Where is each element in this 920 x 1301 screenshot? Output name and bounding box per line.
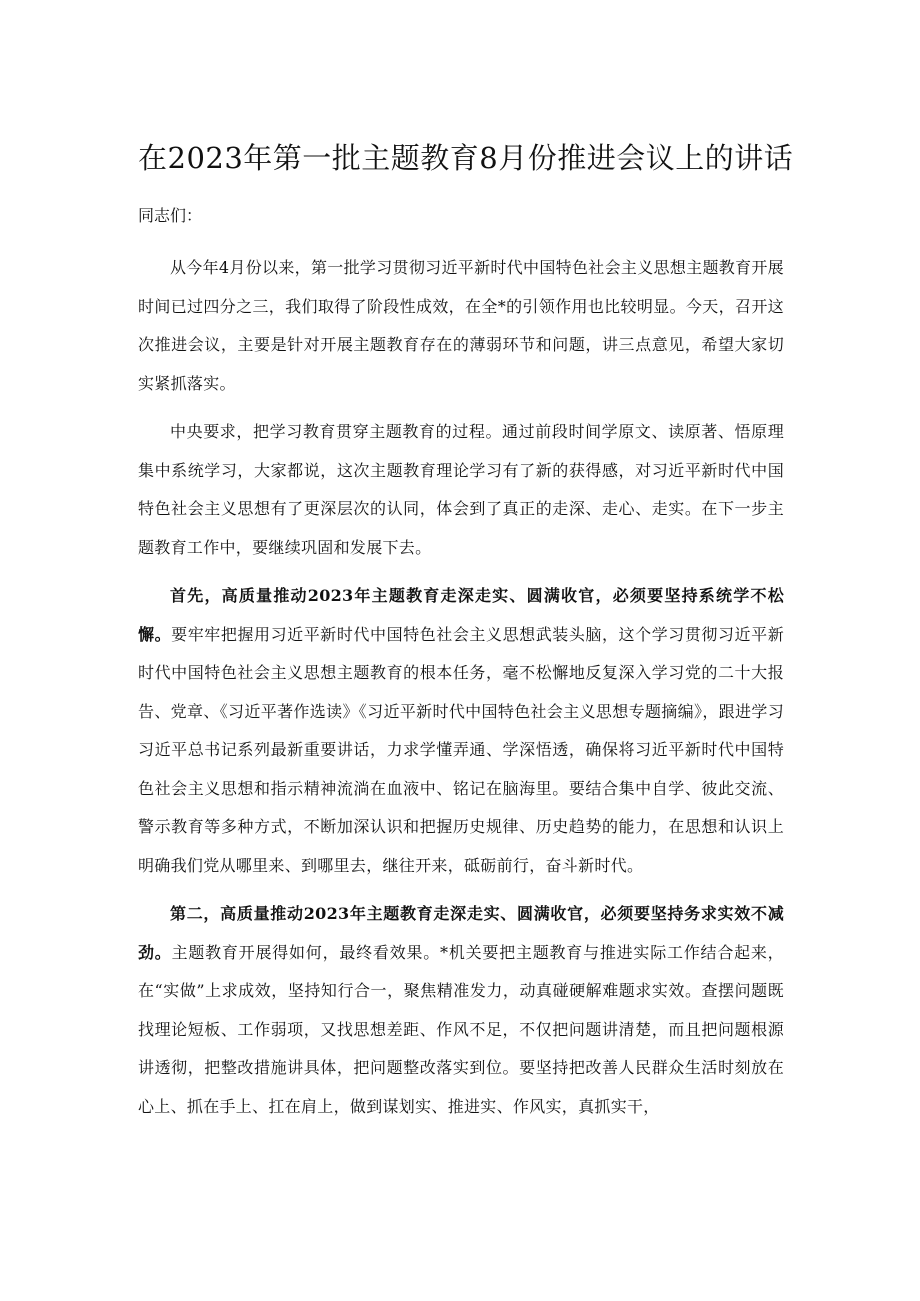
paragraph-4-lead: 第二，高质量推动2023年主题教育走深走实、圆满收官，必须要坚持务求实效不减劲。 [138, 904, 784, 962]
paragraph-1 [138, 249, 784, 403]
document-body [138, 249, 784, 1136]
paragraph-3 [138, 577, 784, 885]
paragraph-2-text: 中央要求，把学习教育贯穿主题教育的过程。通过前段时间学原文、读原著、悟原理集中系统学习，大家都说，这次主题教育理论学习有了新的获得感，对习近平新时代中国特色社会主义思想有了更深层次的认同，体会到了真正的走深、走心、走实。在下一步主题教育工作中，要继续巩固和发展下去。 [138, 422, 784, 557]
page-title: 在2023年第一批主题教育8月份推进会议上的讲话 [138, 141, 794, 175]
paragraph-4 [138, 895, 784, 1126]
paragraph-4-text: 主题教育开展得如何，最终看效果。*机关要把主题教育与推进实际工作结合起来，在“实做”上求成效，坚持知行合一，聚焦精准发力，动真碰硬解难题求实效。查摆问题既找理论短板、工作弱项，又找思想差距、作风不足，不仅把问题讲清楚，而且把问题根源讲透彻，把整改措施讲具体，把问题整改落实到位。要坚持把改善人民群众生活时刻放在心上、抓在手上、扛在肩上，做到谋划实、推进实、作风实，真抓实干， [138, 942, 784, 1116]
paragraph-3-text: 要牢牢把握用习近平新时代中国特色社会主义思想武装头脑，这个学习贯彻习近平新时代中国特色社会主义思想主题教育的根本任务，毫不松懈地反复深入学习党的二十大报告、党章、《习近平著作选读》《习近平新时代中国特色社会主义思想专题摘编》，跟进学习习近平总书记系列最新重要讲话，力求学懂弄通、学深悟透，确保将习近平新时代中国特色社会主义思想和指示精神流淌在血液中、铭记在脑海里。要结合集中自学、彼此交流、警示教育等多种方式，不断加深认识和把握历史规律、历史趋势的能力，在思想和认识上明确我们党从哪里来、到哪里去，继往开来，砥砺前行，奋斗新时代。 [138, 624, 784, 875]
paragraph-3-lead: 首先，高质量推动2023年主题教育走深走实、圆满收官，必须要坚持系统学不松懈。 [138, 586, 784, 644]
paragraph-1-text: 从今年4月份以来，第一批学习贯彻习近平新时代中国特色社会主义思想主题教育开展时间已过四分之三，我们取得了阶段性成效，在全*的引领作用也比较明显。今天，召开这次推进会议，主要是针对开展主题教育存在的薄弱环节和问题，讲三点意见，希望大家切实紧抓落实。 [138, 258, 784, 393]
greeting: 同志们： [138, 206, 203, 225]
paragraph-2 [138, 413, 784, 567]
